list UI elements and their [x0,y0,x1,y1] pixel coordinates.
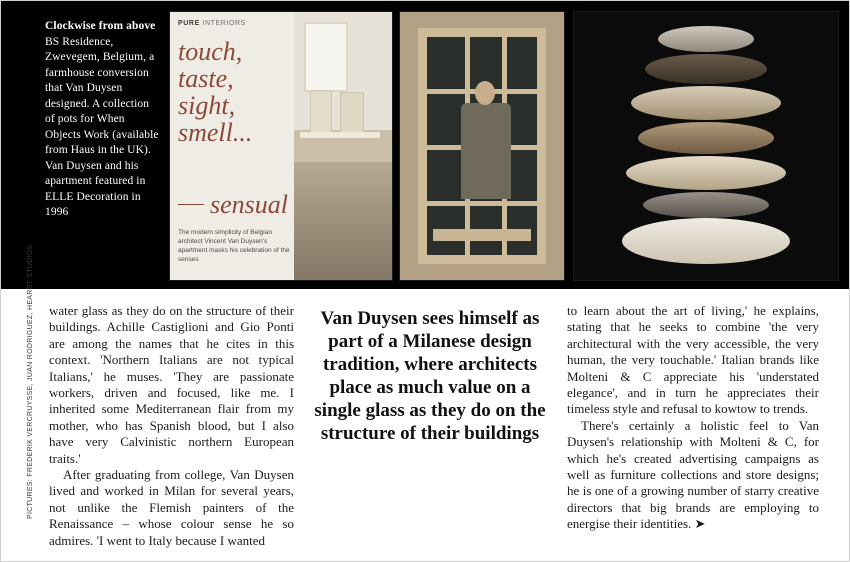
pot-4 [638,122,774,154]
room-chair-left [310,90,332,136]
headline-line-2: taste, [178,64,234,93]
portrait-head [475,81,495,105]
headline-last-word: sensual [210,190,288,219]
spread-headline [178,38,294,146]
window-sill [433,229,531,241]
portrait-at-window-image [399,11,565,281]
pot-6 [643,192,769,218]
spread-masthead [178,20,246,27]
spread-standfirst: The modern simplicity of Belgian architect Vincent Van Duysen's apartment masks his celebration of the senses [178,229,290,263]
room-window [304,22,348,92]
masthead-light: INTERIORS [202,20,246,27]
pot-1 [658,26,754,52]
spread-right-page [294,12,392,280]
pot-2 [645,54,767,84]
headline-rule [178,204,204,205]
spread-left-page [170,12,294,280]
pot-5 [626,156,786,190]
pot-3 [631,86,781,120]
portrait-body [461,103,511,199]
headline-line-1: touch, [178,37,243,66]
caption-lead: Clockwise from above [45,20,156,32]
pot-7 [622,218,790,264]
stacked-pots-image [573,11,839,281]
room-table [300,132,380,138]
body-column-left [49,303,294,549]
elle-decoration-spread-image [169,11,393,281]
left-paragraph-2: After graduating from college, Van Duysen lived and worked in Milan for several years, not unlike the Flemish painters of the Renaissance – whose colour sense he so admires. 'I went to Italy because I wanted [49,467,294,548]
masthead-bold: PURE [178,20,200,27]
headline-line-4: smell... [178,118,253,147]
headline-line-3: sight, [178,91,236,120]
caption-text: BS Residence, Zwevegem, Belgium, a farmhouse conversion that Van Duysen designed. A collection of pots for When Objects Work (available from Haus in the UK). Van Duysen and his apartment featured in ELLE Decoration in 1996 [45,35,159,218]
image-band [1,1,850,289]
pull-quote: Van Duysen sees himself as part of a Milanese design tradition, where architects place as much value on a single glass as they do on the structure of their buildings [314,308,546,444]
right-paragraph-1: to learn about the art of living,' he explains, stating that he seeks to combine 'the very architectural with the very accessible, the very human, the very touchable.' Italian brands like Molteni & C appreciate his 'understated elegance', and in turn he appreciates their timeless style and refusal to kowtow to trends. [567,303,819,417]
body-column-right [567,303,819,533]
photo-caption [45,19,160,221]
room-shadow [294,162,392,280]
window-mullion-horizontal-3 [427,201,537,206]
window-frame [418,28,546,264]
right-paragraph-2: There's certainly a holistic feel to Van Duysen's relationship with Molteni & C, for which he's created advertising campaigns as well as furniture collections and store designs; he is one of a growing number of starry creative directors that big brands are employing to energise their identities. ➤ [567,417,819,532]
left-paragraph-1: water glass as they do on the structure of their buildings. Achille Castiglioni and Gio Ponti are among the names that he cites in this context. 'Northern Italians are not typical Italians,' he muses. 'They are passionate workers, driven and focused, like me. I inherited some Mediterranean flair from my mother, who has Spanish blood, but I also have very Calvinistic northern European traits.' [49,303,294,466]
